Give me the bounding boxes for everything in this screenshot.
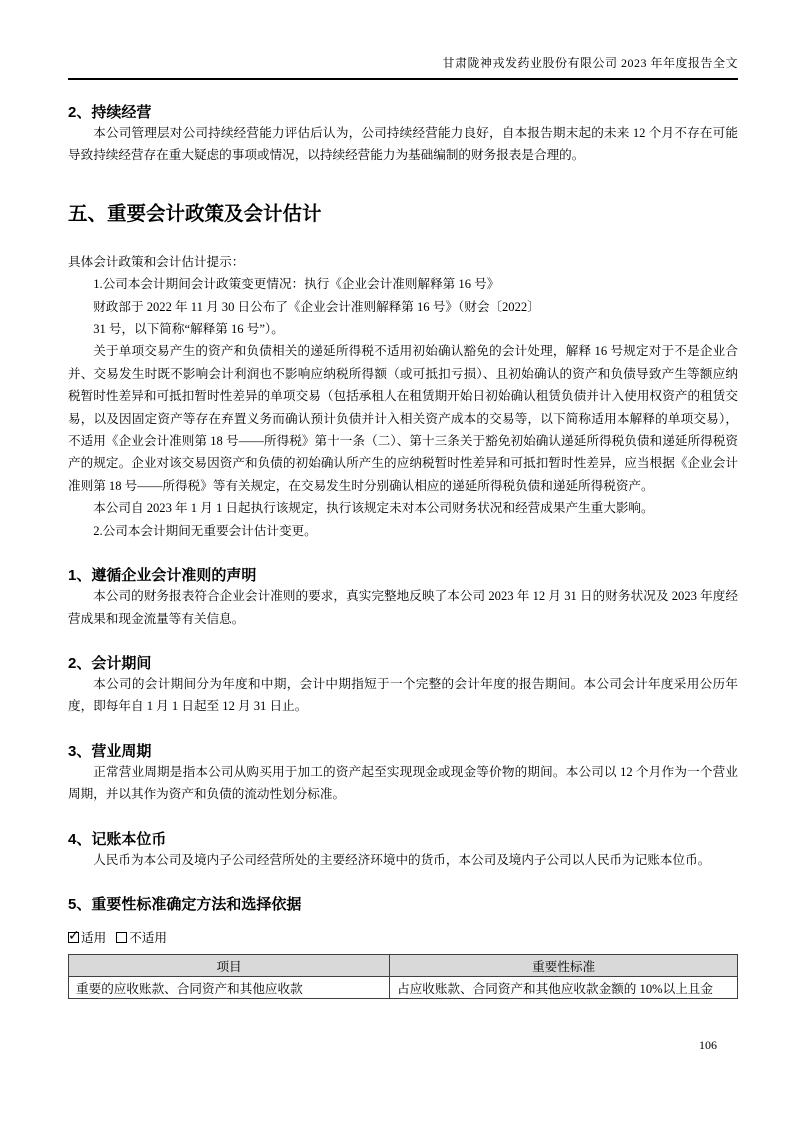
table-cell-item: 重要的应收账款、合同资产和其他应收款 <box>69 976 390 998</box>
applicable-label: 适用 <box>81 930 107 945</box>
page-content <box>68 0 738 999</box>
section-2-title: 2、会计期间 <box>68 654 152 672</box>
table-cell-criteria: 占应收账款、合同资产和其他应收款金额的 10%以上且金 <box>390 976 738 998</box>
table-header-item: 项目 <box>69 954 390 976</box>
section-1-paragraph: 本公司的财务报表符合企业会计准则的要求，真实完整地反映了本公司 2023 年 12 月 31 日的财务状况及 2023 年度经营成果和现金流量等有关信息。 <box>68 589 738 626</box>
applicability-row <box>68 929 738 947</box>
policies-paragraph-6: 2.公司本会计期间无重要会计估计变更。 <box>93 523 317 538</box>
going-concern-paragraph: 本公司管理层对公司持续经营能力评估后认为，公司持续经营能力良好，自本报告期末起的未来 12 个月不存在可能导致持续经营存在重大疑虑的事项或情况，以持续经营能力为基础编制的财务报表是合理的。 <box>68 126 739 163</box>
policies-paragraph-5: 本公司自 2023 年 1 月 1 日起执行该规定，执行该规定未对本公司财务状况和经营成果产生重大影响。 <box>93 501 654 516</box>
section-2-paragraph: 本公司的会计期间分为年度和中期，会计中期指短于一个完整的会计年度的报告期间。本公司会计年度采用公历年度，即每年自 1 月 1 日起至 12 月 31 日止。 <box>68 676 738 714</box>
checked-checkbox-icon <box>68 932 79 943</box>
report-header-title: 甘肃陇神戎发药业股份有限公司 2023 年年度报告全文 <box>442 56 738 70</box>
policies-paragraph-1: 1.公司本会计期间会计政策变更情况：执行《企业会计准则解释第 16 号》 <box>93 277 500 292</box>
page-number: 106 <box>699 1038 717 1052</box>
table-header-row <box>69 954 738 976</box>
section-going-concern-title: 2、持续经营 <box>68 104 152 121</box>
policies-block <box>68 251 738 542</box>
section-3-title: 3、营业周期 <box>68 742 152 760</box>
policies-paragraph-3: 31 号，以下简称“解释第 16 号”）。 <box>93 322 284 337</box>
policies-intro: 具体会计政策和会计估计提示： <box>68 254 245 269</box>
not-applicable-label: 不适用 <box>129 930 167 945</box>
header-divider <box>68 78 738 80</box>
section-4-paragraph: 人民币为本公司及境内子公司经营所处的主要经济环境中的货币，本公司及境内子公司以人民币为记账本位币。 <box>93 852 711 867</box>
table-header-criteria: 重要性标准 <box>390 954 738 976</box>
unchecked-checkbox-icon <box>116 932 127 943</box>
policies-paragraph-2: 财政部于 2022 年 11 月 30 日公布了《企业会计准则解释第 16 号》（财会〔2022〕 <box>93 299 540 314</box>
table-row <box>69 976 738 998</box>
section-3-paragraph: 正常营业周期是指本公司从购买用于加工的资产起至实现现金或现金等价物的期间。本公司以 12 个月作为一个营业周期，并以其作为资产和负债的流动性划分标准。 <box>68 764 738 802</box>
section-five-title: 五、重要会计政策及会计估计 <box>68 202 322 225</box>
section-1-title: 1、遵循企业会计准则的声明 <box>68 567 257 585</box>
section-4-title: 4、记账本位币 <box>68 830 167 848</box>
section-5-title: 5、重要性标准确定方法和选择依据 <box>68 895 302 913</box>
materiality-table <box>68 954 738 999</box>
policies-paragraph-4: 关于单项交易产生的资产和负债相关的递延所得税不适用初始确认豁免的会计处理，解释 16 号规定对于不是企业合并、交易发生时既不影响会计利润也不影响应纳税所得额（或可抵扣亏损）、且初始确认的资产和负债导致产生等额应纳税暂时性差异和可抵扣暂时性差异的单项交易（包括承租人在租赁期开始日初始确认租赁负债并计入使用权资产的租赁交易，以及因固定资产等存在弃置义务而确认预计负债并计入相关资产成本的交易等，以下简称适用本解释的单项交易），不适用《企业会计准则第 18 号——所得税》第十一条（二）、第十三条关于豁免初始确认递延所得税负债和递延所得税资产的规定。企业对该交易因资产和负债的初始确认所产生的应纳税暂时性差异和可抵扣暂时性差异，应当根据《企业会计准则第 18 号——所得税》等有关规定，在交易发生时分别确认相应的递延所得税负债和递延所得税资产。 <box>68 344 738 493</box>
